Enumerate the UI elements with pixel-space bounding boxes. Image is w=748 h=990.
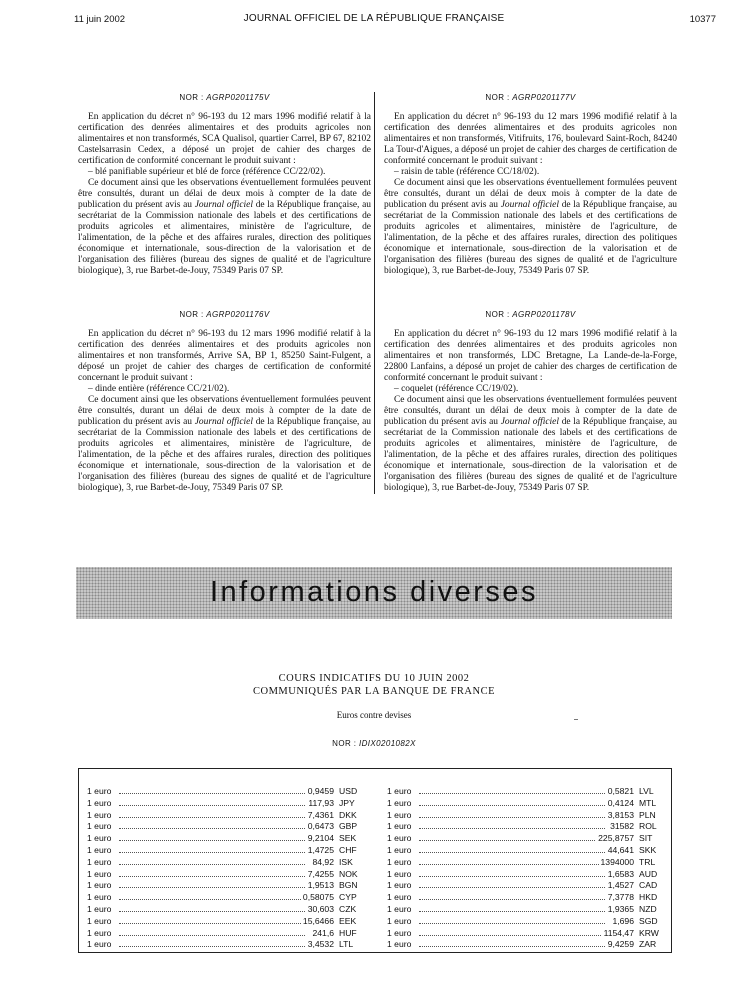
currency-code: TRL bbox=[639, 856, 656, 867]
rate-row bbox=[87, 880, 363, 892]
currency-code: SKK bbox=[639, 844, 657, 855]
notice-product: – raisin de table (référence CC/18/02). bbox=[394, 167, 540, 177]
leader-dots bbox=[119, 828, 305, 829]
notice-paragraph: En application du décret n° 96-193 du 12 mars 1996 modifié relatif à la certification des denrées alimentaires et des produits agricoles non alimentaires et non transformés, Arrive SA, BP 1, 85250 Saint-Fulgent, a déposé un projet de cahier des charges de certification de conformité concernant le produit suivant : bbox=[78, 329, 371, 383]
leader-dots bbox=[119, 864, 305, 865]
rate-unit: 1 euro bbox=[87, 856, 112, 867]
rate-value: 1,9365 bbox=[607, 903, 634, 914]
rate-row bbox=[87, 821, 363, 833]
notice-1 bbox=[78, 92, 371, 277]
rate-value: 15,6466 bbox=[302, 915, 334, 926]
notice-4 bbox=[384, 309, 677, 494]
leader-dots bbox=[119, 911, 305, 912]
rate-value: 30,603 bbox=[307, 903, 334, 914]
rate-unit: 1 euro bbox=[387, 892, 412, 903]
leader-dots bbox=[119, 852, 305, 853]
rate-unit: 1 euro bbox=[387, 939, 412, 950]
leader-dots bbox=[419, 805, 605, 806]
rate-row bbox=[87, 845, 363, 857]
rates-subtitle: COMMUNIQUÉS PAR LA BANQUE DE FRANCE bbox=[252, 686, 495, 697]
leader-dots bbox=[419, 911, 605, 912]
currency-code: CYP bbox=[339, 892, 357, 903]
leader-dots bbox=[119, 805, 305, 806]
rate-row bbox=[87, 810, 363, 822]
rate-row bbox=[87, 904, 363, 916]
notice-paragraph: En application du décret n° 96-193 du 12 mars 1996 modifié relatif à la certification des denrées alimentaires et des produits agricoles non alimentaires et non transformés, LDC Bretagne, La Lande-de-la-Forge, 22800 Lanfains, a déposé un projet de cahier des charges de certification de conformité concernant le produit suivant : bbox=[384, 329, 677, 383]
currency-code: DKK bbox=[339, 809, 357, 820]
section-banner-title: Informations diverses bbox=[209, 576, 539, 608]
currency-code: NZD bbox=[639, 903, 657, 914]
rate-value: 1394000 bbox=[600, 856, 634, 867]
leader-dots bbox=[119, 793, 305, 794]
rate-unit: 1 euro bbox=[87, 844, 112, 855]
rate-row bbox=[387, 892, 663, 904]
rate-value: 0,58075 bbox=[302, 892, 334, 903]
rate-value: 84,92 bbox=[312, 856, 334, 867]
rate-unit: 1 euro bbox=[87, 786, 112, 796]
rates-column-right bbox=[387, 786, 663, 951]
currency-code: EEK bbox=[339, 915, 357, 926]
notice-nor: NOR : AGRP0201176V bbox=[179, 310, 270, 319]
rate-row bbox=[387, 857, 663, 869]
notice-product: – coquelet (référence CC/19/02). bbox=[394, 384, 519, 394]
currency-code: BGN bbox=[339, 880, 358, 891]
currency-code: USD bbox=[339, 786, 358, 796]
page-header bbox=[28, 12, 720, 26]
rate-unit: 1 euro bbox=[87, 821, 112, 832]
leader-dots bbox=[419, 828, 605, 829]
rates-title: COURS INDICATIFS DU 10 JUIN 2002 bbox=[278, 673, 470, 684]
rate-row bbox=[87, 928, 363, 940]
rate-row bbox=[87, 857, 363, 869]
rate-row bbox=[387, 880, 663, 892]
rate-row bbox=[87, 916, 363, 928]
currency-code: ZAR bbox=[639, 939, 657, 950]
rate-row bbox=[87, 833, 363, 845]
exchange-rate-table bbox=[78, 768, 672, 953]
rate-value: 7,4255 bbox=[307, 868, 334, 879]
rate-value: 1154,47 bbox=[603, 927, 634, 938]
leader-dots bbox=[419, 852, 605, 853]
rate-value: 1,6583 bbox=[607, 868, 634, 879]
rate-row bbox=[387, 928, 663, 940]
currency-code: CZK bbox=[339, 903, 357, 914]
rate-value: 9,4259 bbox=[607, 939, 634, 950]
rate-row bbox=[387, 939, 663, 951]
leader-dots bbox=[419, 876, 605, 877]
rate-row bbox=[87, 786, 363, 798]
currency-code: NOK bbox=[339, 868, 358, 879]
leader-dots bbox=[419, 793, 605, 794]
leader-dots bbox=[419, 946, 605, 947]
rate-row bbox=[387, 904, 663, 916]
rate-unit: 1 euro bbox=[87, 833, 112, 844]
rate-unit: 1 euro bbox=[387, 856, 412, 867]
rate-unit: 1 euro bbox=[387, 915, 412, 926]
rate-value: 241,6 bbox=[312, 927, 334, 938]
notice-nor: NOR : AGRP0201178V bbox=[485, 310, 576, 319]
small-rule bbox=[574, 719, 578, 720]
leader-dots bbox=[419, 864, 605, 865]
rates-nor: NOR : IDIX0201082X bbox=[332, 739, 416, 748]
currency-code: PLN bbox=[639, 809, 656, 820]
notice-product: – dinde entière (référence CC/21/02). bbox=[88, 384, 230, 394]
currency-code: ISK bbox=[339, 856, 353, 867]
rate-value: 0,5821 bbox=[607, 786, 634, 796]
currency-code: SGD bbox=[639, 915, 658, 926]
rate-value: 0,9459 bbox=[307, 786, 334, 796]
rate-value: 1,9513 bbox=[307, 880, 334, 891]
leader-dots bbox=[119, 899, 305, 900]
rate-unit: 1 euro bbox=[387, 809, 412, 820]
notice-product: – blé panifiable supérieur et blé de force (référence CC/22/02). bbox=[88, 167, 326, 177]
notice-paragraph: Ce document ainsi que les observations éventuellement formulées peuvent être consultés, durant un délai de deux mois à compter de la date de publication du présent avis au Journal officiel de la République française, au secrétariat de la Commission nationale des labels et des certifications de produits agricoles et alimentaires, ministère de l'agriculture, de l'alimentation, de la pêche et des affaires rurales, direction des politiques économique et internationale, sous-direction de la valorisation et de l'organisation des filières (bureau des signes de qualité et de l'agriculture biologique), 3, rue Barbet-de-Jouy, 75349 Paris 07 SP. bbox=[384, 178, 678, 276]
rate-row bbox=[387, 798, 663, 810]
rate-unit: 1 euro bbox=[387, 868, 412, 879]
currency-code: HKD bbox=[639, 892, 658, 903]
rate-unit: 1 euro bbox=[87, 915, 112, 926]
leader-dots bbox=[119, 817, 305, 818]
rate-unit: 1 euro bbox=[87, 809, 112, 820]
currency-code: JPY bbox=[339, 797, 355, 808]
rates-column-left bbox=[87, 786, 363, 951]
column-divider bbox=[374, 92, 375, 494]
currency-code: CHF bbox=[339, 844, 357, 855]
rate-value: 1,696 bbox=[612, 915, 634, 926]
currency-code: MTL bbox=[639, 797, 657, 808]
currency-code: KRW bbox=[639, 927, 659, 938]
rate-value: 7,4361 bbox=[307, 809, 334, 820]
currency-code: SIT bbox=[639, 833, 653, 844]
rate-value: 1,4725 bbox=[307, 844, 334, 855]
rate-row bbox=[87, 939, 363, 951]
notice-nor: NOR : AGRP0201177V bbox=[485, 93, 576, 102]
rate-row bbox=[87, 869, 363, 881]
rate-unit: 1 euro bbox=[387, 903, 412, 914]
rate-row bbox=[387, 786, 663, 798]
currency-code: SEK bbox=[339, 833, 357, 844]
leader-dots bbox=[119, 840, 305, 841]
leader-dots bbox=[419, 887, 605, 888]
notice-paragraph: Ce document ainsi que les observations éventuellement formulées peuvent être consultés, durant un délai de deux mois à compter de la date de publication du présent avis au Journal officiel de la République française, au secrétariat de la Commission nationale des labels et des certifications de produits agricoles et alimentaires, ministère de l'agriculture, de l'alimentation, de la pêche et des affaires rurales, direction des politiques économique et internationale, sous-direction de la valorisation et de l'organisation des filières (bureau des signes de qualité et de l'agriculture biologique), 3, rue Barbet-de-Jouy, 75349 Paris 07 SP. bbox=[78, 395, 372, 493]
rate-value: 1,4527 bbox=[607, 880, 634, 891]
rate-row bbox=[387, 810, 663, 822]
rate-unit: 1 euro bbox=[387, 844, 412, 855]
rate-value: 3,4532 bbox=[307, 939, 334, 950]
rate-unit: 1 euro bbox=[387, 927, 412, 938]
rate-row bbox=[387, 833, 663, 845]
rate-value: 31582 bbox=[610, 821, 634, 832]
notice-3 bbox=[78, 309, 371, 494]
leader-dots bbox=[419, 923, 605, 924]
rate-row bbox=[387, 916, 663, 928]
rate-unit: 1 euro bbox=[87, 939, 112, 950]
leader-dots bbox=[119, 946, 305, 947]
rate-unit: 1 euro bbox=[87, 797, 112, 808]
rate-value: 9,2104 bbox=[307, 833, 334, 844]
currency-code: LVL bbox=[639, 786, 654, 796]
rate-unit: 1 euro bbox=[87, 892, 112, 903]
page-number: 10377 bbox=[689, 14, 716, 25]
section-banner bbox=[76, 567, 672, 619]
rate-unit: 1 euro bbox=[87, 880, 112, 891]
leader-dots bbox=[119, 876, 305, 877]
rate-unit: 1 euro bbox=[87, 868, 112, 879]
leader-dots bbox=[119, 887, 305, 888]
rate-row bbox=[87, 798, 363, 810]
header-title: JOURNAL OFFICIEL DE LA RÉPUBLIQUE FRANÇAISE bbox=[243, 13, 505, 24]
leader-dots bbox=[419, 817, 605, 818]
rate-value: 225,8757 bbox=[598, 833, 634, 844]
rate-row bbox=[87, 892, 363, 904]
notice-paragraph: Ce document ainsi que les observations éventuellement formulées peuvent être consultés, durant un délai de deux mois à compter de la date de publication du présent avis au Journal officiel de la République française, au secrétariat de la Commission nationale des labels et des certifications de produits agricoles et alimentaires, ministère de l'agriculture, de l'alimentation, de la pêche et des affaires rurales, direction des politiques économique et internationale, sous-direction de la valorisation et de l'organisation des filières (bureau des signes de qualité et de l'agriculture biologique), 3, rue Barbet-de-Jouy, 75349 Paris 07 SP. bbox=[78, 178, 372, 276]
leader-dots bbox=[419, 899, 605, 900]
rate-value: 0,6473 bbox=[307, 821, 334, 832]
rate-row bbox=[387, 845, 663, 857]
notice-2 bbox=[384, 92, 677, 277]
currency-code: HUF bbox=[339, 927, 357, 938]
rate-unit: 1 euro bbox=[387, 797, 412, 808]
leader-dots bbox=[119, 923, 305, 924]
rate-unit: 1 euro bbox=[387, 880, 412, 891]
rate-unit: 1 euro bbox=[87, 927, 112, 938]
rate-row bbox=[387, 821, 663, 833]
rate-unit: 1 euro bbox=[387, 786, 412, 796]
rate-value: 3,8153 bbox=[607, 809, 634, 820]
currency-code: AUD bbox=[639, 868, 658, 879]
notice-paragraph: Ce document ainsi que les observations éventuellement formulées peuvent être consultés, durant un délai de deux mois à compter de la date de publication du présent avis au Journal officiel de la République française, au secrétariat de la Commission nationale des labels et des certifications de produits agricoles et alimentaires, ministère de l'agriculture, de l'alimentation, de la pêche et des affaires rurales, direction des politiques économique et internationale, sous-direction de la valorisation et de l'organisation des filières (bureau des signes de qualité et de l'agriculture biologique), 3, rue Barbet-de-Jouy, 75349 Paris 07 SP. bbox=[384, 395, 678, 493]
rate-unit: 1 euro bbox=[87, 903, 112, 914]
rate-value: 44,641 bbox=[607, 844, 634, 855]
rate-unit: 1 euro bbox=[387, 833, 412, 844]
rate-value: 0,4124 bbox=[607, 797, 634, 808]
notice-paragraph: En application du décret n° 96-193 du 12 mars 1996 modifié relatif à la certification des denrées alimentaires et des produits agricoles non alimentaires et non transformés, Vitifruits, 176, boulevard Saint-Roch, 84240 La Tour-d'Aigues, a déposé un projet de cahier des charges de certification de conformité concernant le produit suivant : bbox=[384, 112, 677, 166]
leader-dots bbox=[419, 840, 605, 841]
currency-code: LTL bbox=[339, 939, 354, 950]
rate-value: 7,3778 bbox=[607, 892, 634, 903]
notice-paragraph: En application du décret n° 96-193 du 12 mars 1996 modifié relatif à la certification des denrées alimentaires et des produits agricoles non alimentaires et non transformés, SCA Qualisol, quartier Carrel, BP 67, 82102 Castelsarrasin Cedex, a déposé un projet de cahier des charges de certification de conformité concernant le produit suivant : bbox=[78, 112, 371, 166]
leader-dots bbox=[419, 935, 605, 936]
notice-nor: NOR : AGRP0201175V bbox=[179, 93, 270, 102]
rate-value: 117,93 bbox=[308, 797, 334, 808]
leader-dots bbox=[119, 935, 305, 936]
rate-row bbox=[387, 869, 663, 881]
rate-unit: 1 euro bbox=[387, 821, 412, 832]
currency-code: CAD bbox=[639, 880, 658, 891]
rates-caption: Euros contre devises bbox=[336, 710, 412, 720]
currency-code: ROL bbox=[639, 821, 657, 832]
currency-code: GBP bbox=[339, 821, 358, 832]
header-date: 11 juin 2002 bbox=[74, 14, 126, 25]
